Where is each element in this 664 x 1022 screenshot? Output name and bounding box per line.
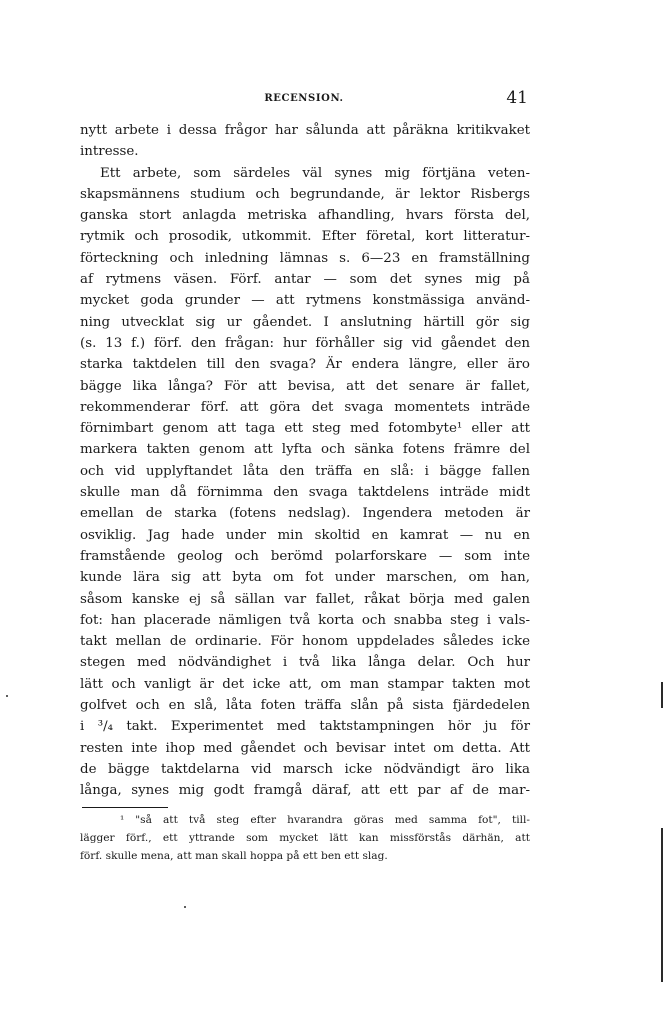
text-line: starka taktdelen till den svaga? Är endera längre, eller äro (80, 357, 530, 373)
text-line: (s. 13 f.) förf. den frågan: hur förhåller sig vid gåendet den (80, 335, 530, 351)
text-line: fot: han placerade nämligen två korta och snabba steg i vals- (80, 612, 530, 628)
text-line: ning utvecklat sig ur gåendet. I anslutning härtill gör sig (80, 314, 530, 330)
text-line: osviklig. Jag hade under min skoltid en kamrat — nu en (80, 527, 530, 543)
text-line: de bägge taktdelarna vid marsch icke nödvändigt äro lika (80, 761, 530, 777)
text-line: Ett arbete, som särdeles väl synes mig förtjäna veten- (100, 165, 530, 181)
scan-speck (6, 695, 8, 697)
footnote (80, 812, 530, 865)
text-line: resten inte ihop med gåendet och bevisar intet om detta. Att (80, 740, 530, 756)
scan-edge-mark (661, 682, 663, 708)
scan-edge-mark (661, 828, 663, 982)
text-line: förnimbart genom att taga ett steg med fotombyte¹ eller att (80, 421, 530, 437)
text-line: kunde lära sig att byta om fot under marschen, om han, (80, 570, 530, 586)
text-line: intresse. (80, 144, 139, 160)
text-line: förteckning och inledning lämnas s. 6—23 en framställning (80, 250, 530, 266)
text-line: skapsmännens studium och begrundande, är lektor Risbergs (80, 186, 530, 202)
text-line: rytmik och prosodik, utkommit. Efter företal, kort litteratur- (80, 229, 530, 245)
text-line: i ³/₄ takt. Experimentet med taktstampningen hör ju för (80, 719, 530, 735)
scan-speck (184, 906, 186, 908)
text-line: lätt och vanligt är det icke att, om man stampar takten mot (80, 676, 530, 692)
text-line: skulle man då förnimma den svaga taktdelens inträde midt (80, 485, 530, 501)
text-line: golfvet och en slå, låta foten träffa slån på sista fjärdedelen (80, 698, 530, 714)
running-header (78, 88, 530, 112)
text-line: mycket goda grunder — att rytmens konstmässiga använd- (80, 293, 530, 309)
text-line: emellan de starka (fotens nedslag). Ingendera metoden är (80, 506, 530, 522)
footnote-line: ¹ "så att två steg efter hvarandra göras med samma fot", till- (120, 814, 530, 826)
footnote-line: förf. skulle mena, att man skall hoppa på ett ben ett slag. (80, 849, 388, 862)
body-text (80, 120, 530, 802)
text-line: rekommenderar förf. att göra det svaga momentets inträde (80, 399, 530, 415)
text-line: markera takten genom att lyfta och sänka fotens främre del (80, 442, 530, 458)
running-title: RECENSION. (264, 93, 344, 104)
text-line: och vid upplyftandet låta den träffa en slå: i bägge fallen (80, 463, 530, 479)
text-line: framstående geolog och berömd polarforskare — som inte (80, 548, 530, 564)
text-line: såsom kanske ej så sällan var fallet, råkat börja med galen (80, 591, 530, 607)
text-line: bägge lika långa? För att bevisa, att det senare är fallet, (80, 378, 530, 394)
text-line: stegen med nödvändighet i två lika långa delar. Och hur (80, 655, 530, 671)
footnote-divider (82, 807, 168, 808)
text-line: långa, synes mig godt framgå däraf, att ett par af de mar- (80, 783, 530, 799)
text-line: af rytmens väsen. Förf. antar — som det synes mig på (80, 272, 530, 288)
page-number: 41 (506, 88, 528, 108)
text-line: nytt arbete i dessa frågor har sålunda att påräkna kritikvaket (80, 123, 530, 138)
footnote-line: lägger förf., ett yttrande som mycket lätt kan missförstås därhän, att (80, 831, 530, 844)
text-line: takt mellan de ordinarie. För honom uppdelades således icke (80, 634, 530, 650)
text-line: ganska stort anlagda metriska afhandling, hvars första del, (80, 208, 530, 224)
